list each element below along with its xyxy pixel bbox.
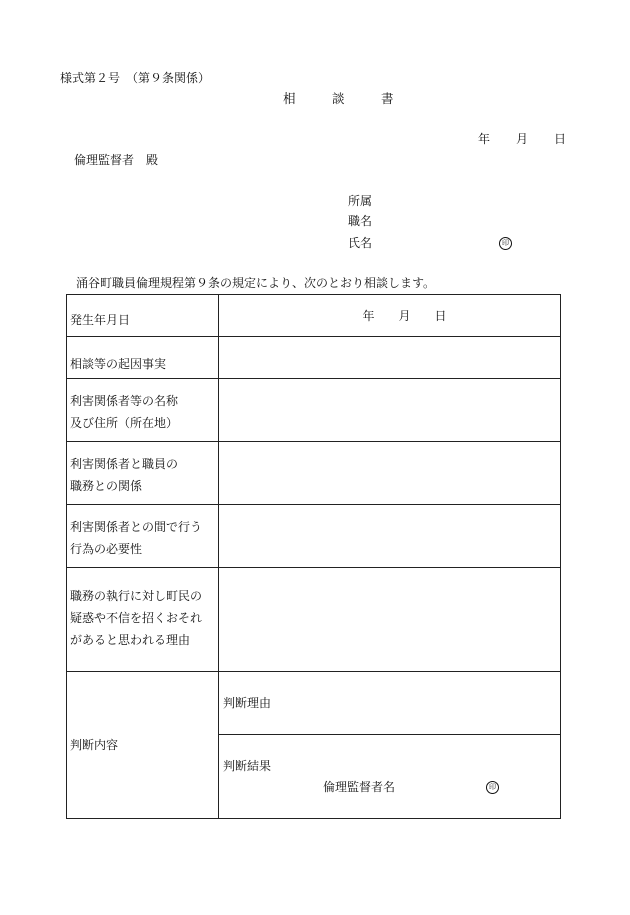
necessity-label xyxy=(67,505,219,568)
page-title: 相 談 書 xyxy=(283,91,406,106)
name-label: 氏名 xyxy=(348,236,373,250)
necessity-line2: 行為の必要性 xyxy=(70,542,143,556)
cause-value-field[interactable] xyxy=(219,337,561,379)
judgment-result-label: 判断結果 xyxy=(223,759,272,773)
relation-line2: 職務との関係 xyxy=(70,479,143,493)
row-relation xyxy=(67,442,561,505)
necessity-line1: 利害関係者との間で行う xyxy=(70,520,203,534)
addressee: 倫理監督者 殿 xyxy=(74,153,159,167)
suspicion-line1: 職務の執行に対し町民の xyxy=(70,589,203,603)
suspicion-line3: があると思われる理由 xyxy=(70,633,191,647)
party-name-label xyxy=(67,379,219,442)
row-judgment-reason xyxy=(67,672,561,735)
intro-text: 涌谷町職員倫理規程第９条の規定により、次のとおり相談します。 xyxy=(76,276,436,290)
judgment-label: 判断内容 xyxy=(67,672,219,819)
supervisor-name-label: 倫理監督者名 xyxy=(323,780,396,794)
row-party-name xyxy=(67,379,561,442)
suspicion-label xyxy=(67,568,219,672)
date-day: 日 xyxy=(554,132,567,146)
position-label: 職名 xyxy=(348,214,373,228)
row-suspicion xyxy=(67,568,561,672)
judgment-result-field[interactable] xyxy=(219,735,561,819)
party-name-value-field[interactable] xyxy=(219,379,561,442)
party-name-line1: 利害関係者等の名称 xyxy=(70,394,179,408)
supervisor-seal-icon: 印 xyxy=(486,781,499,794)
affiliation-label: 所属 xyxy=(348,194,373,208)
suspicion-value-field[interactable] xyxy=(219,568,561,672)
date-month: 月 xyxy=(516,132,529,146)
suspicion-line2: 疑惑や不信を招くおそれ xyxy=(70,611,203,625)
row-occurrence-date xyxy=(67,295,561,337)
consultation-form-table xyxy=(66,294,561,819)
party-name-line2: 及び住所（所在地） xyxy=(70,416,179,430)
relation-label xyxy=(67,442,219,505)
form-number: 様式第２号 （第９条関係） xyxy=(60,71,211,85)
date-year: 年 xyxy=(478,132,491,146)
cause-label: 相談等の起因事実 xyxy=(67,337,219,379)
relation-line1: 利害関係者と職員の xyxy=(70,457,179,471)
necessity-value-field[interactable] xyxy=(219,505,561,568)
judgment-reason-label: 判断理由 xyxy=(223,696,272,710)
applicant-seal-icon: 印 xyxy=(499,237,512,250)
judgment-reason-field[interactable] xyxy=(219,672,561,735)
occurrence-date-value[interactable]: 年 月 日 xyxy=(219,295,561,337)
occurrence-date-label: 発生年月日 xyxy=(67,295,219,337)
row-cause xyxy=(67,337,561,379)
relation-value-field[interactable] xyxy=(219,442,561,505)
row-necessity xyxy=(67,505,561,568)
